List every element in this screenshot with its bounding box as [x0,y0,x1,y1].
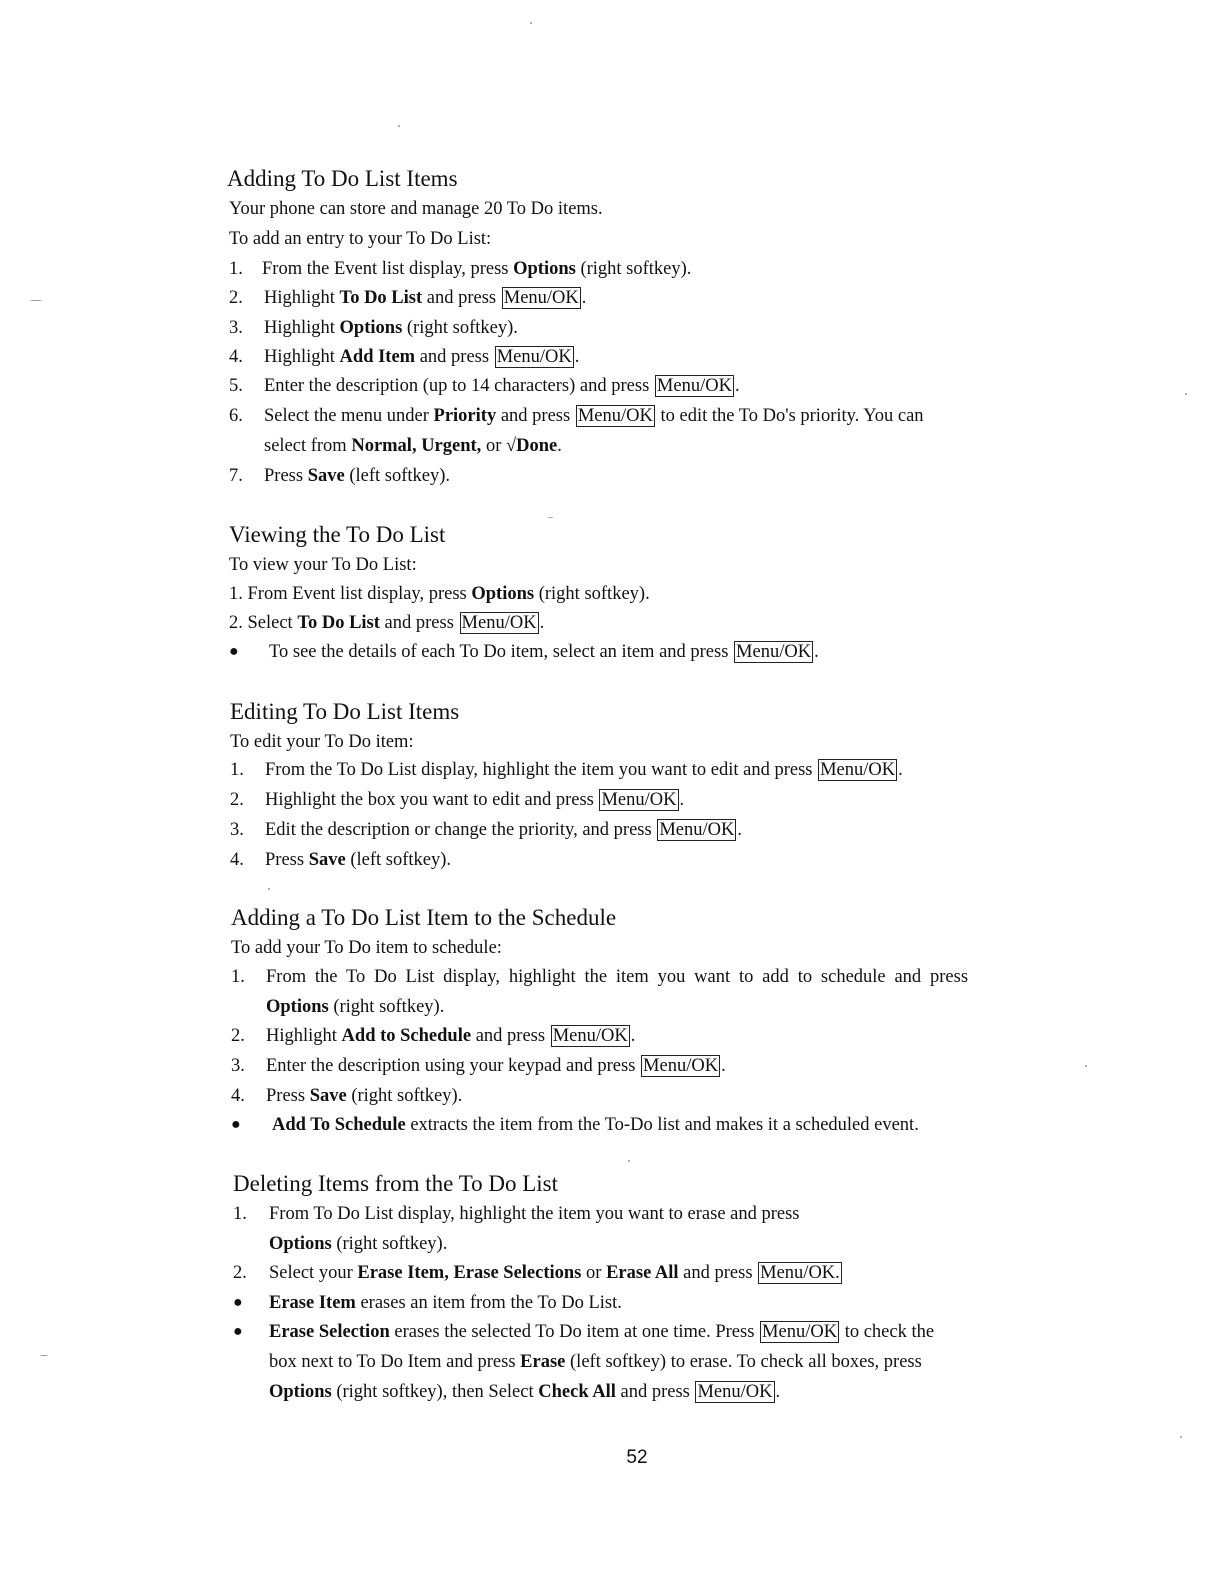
intro-text: Your phone can store and manage 20 To Do items. [229,199,603,219]
step-item: 1. From the Event list display, press Options (right softkey). [229,259,692,279]
bullet-icon: ● [231,1116,241,1133]
section-title-viewing: Viewing the To Do List [229,522,446,547]
scan-speck [628,1160,630,1162]
step-item-continued: select from Normal, Urgent, or √Done. [264,436,562,456]
scan-speck [1085,1065,1087,1067]
scan-speck [1180,1436,1182,1438]
bullet-item: ● Erase Item erases an item from the To Do List. [233,1293,622,1313]
step-item: 3. Highlight Options (right softkey). [229,318,518,338]
bullet-item: ● To see the details of each To Do item, select an item and press Menu/OK . [229,642,819,662]
scan-speck [530,22,532,24]
section-title-adding-items: Adding To Do List Items [227,166,458,191]
menu-ok-key: Menu/OK [659,820,735,840]
step-item: 1. From To Do List display, highlight the item you want to erase and press [233,1204,800,1224]
menu-ok-key: Menu/OK [496,347,572,367]
step-item: 1. From the To Do List display, highlight the item you want to add to schedule and press [231,967,969,987]
bullet-icon: ● [233,1323,243,1340]
menu-ok-key: Menu/OK [577,406,653,426]
section-title-editing: Editing To Do List Items [230,699,460,724]
page-number: 52 [626,1447,648,1468]
step-item: 5. Enter the description (up to 14 characters) and press Menu/OK . [229,376,740,396]
step-item: 4. Press Save (right softkey). [231,1086,463,1106]
menu-ok-key: Menu/OK [697,1382,773,1402]
scan-speck [548,517,553,518]
step-item-continued: Options (right softkey). [269,1234,448,1254]
intro-text: To add your To Do item to schedule: [231,938,502,958]
step-item-continued: Options (right softkey). [266,997,445,1017]
menu-ok-key: Menu/OK [762,1322,838,1342]
scan-speck [40,1355,48,1356]
bullet-icon: ● [229,643,239,660]
step-item: 2. Select To Do List and press Menu/OK . [229,613,545,633]
step-item: 4. Press Save (left softkey). [230,850,451,870]
menu-ok-key: Menu/OK [503,288,579,308]
step-item: 4. Highlight Add Item and press Menu/OK . [229,347,580,367]
menu-ok-key: Menu/OK [643,1056,719,1076]
section-title-deleting: Deleting Items from the To Do List [233,1171,559,1196]
bullet-icon: ● [233,1294,243,1311]
bullet-item: ● Add To Schedule extracts the item from the To-Do list and makes it a scheduled event. [231,1115,919,1135]
scan-speck [1185,393,1187,395]
menu-ok-key: Menu/OK [736,642,812,662]
menu-ok-key: Menu/OK [461,613,537,633]
step-item: 2. Select your Erase Item, Erase Selections or Erase All and press Menu/OK. [233,1263,840,1283]
scan-speck [268,888,270,890]
intro-text: To add an entry to your To Do List: [229,229,492,249]
step-item: 3. Edit the description or change the priority, and press Menu/OK . [230,820,742,840]
step-item: 7. Press Save (left softkey). [229,466,450,486]
step-item: 2. Highlight Add to Schedule and press Menu/OK . [231,1026,636,1046]
menu-ok-key: Menu/OK [820,760,896,780]
scan-speck [398,125,400,127]
step-item: 3. Enter the description using your keypad and press Menu/OK . [231,1056,726,1076]
intro-text: To edit your To Do item: [230,732,414,752]
menu-ok-key: Menu/OK [552,1026,628,1046]
step-item: 1. From Event list display, press Options (right softkey). [229,584,650,604]
step-item: 6. Select the menu under Priority and press Menu/OK to edit the To Do's priority. You can [229,406,924,426]
step-item: 2. Highlight the box you want to edit and press Menu/OK . [230,790,685,810]
menu-ok-key: Menu/OK [601,790,677,810]
bullet-item-continued: Options (right softkey), then Select Check All and press Menu/OK . [269,1382,781,1402]
step-item: 2. Highlight To Do List and press Menu/OK . [229,288,587,308]
bullet-item-continued: box next to To Do Item and press Erase (left softkey) to erase. To check all boxes, press [269,1352,922,1372]
intro-text: To view your To Do List: [229,555,417,575]
menu-ok-key: Menu/OK. [760,1263,840,1283]
step-item: 1. From the To Do List display, highlight the item you want to edit and press Menu/OK . [230,760,903,780]
section-title-schedule: Adding a To Do List Item to the Schedule [231,905,617,930]
scan-speck [30,300,42,301]
menu-ok-key: Menu/OK [656,376,732,396]
bullet-item: ● Erase Selection erases the selected To Do item at one time. Press Menu/OK to check the [233,1322,935,1342]
